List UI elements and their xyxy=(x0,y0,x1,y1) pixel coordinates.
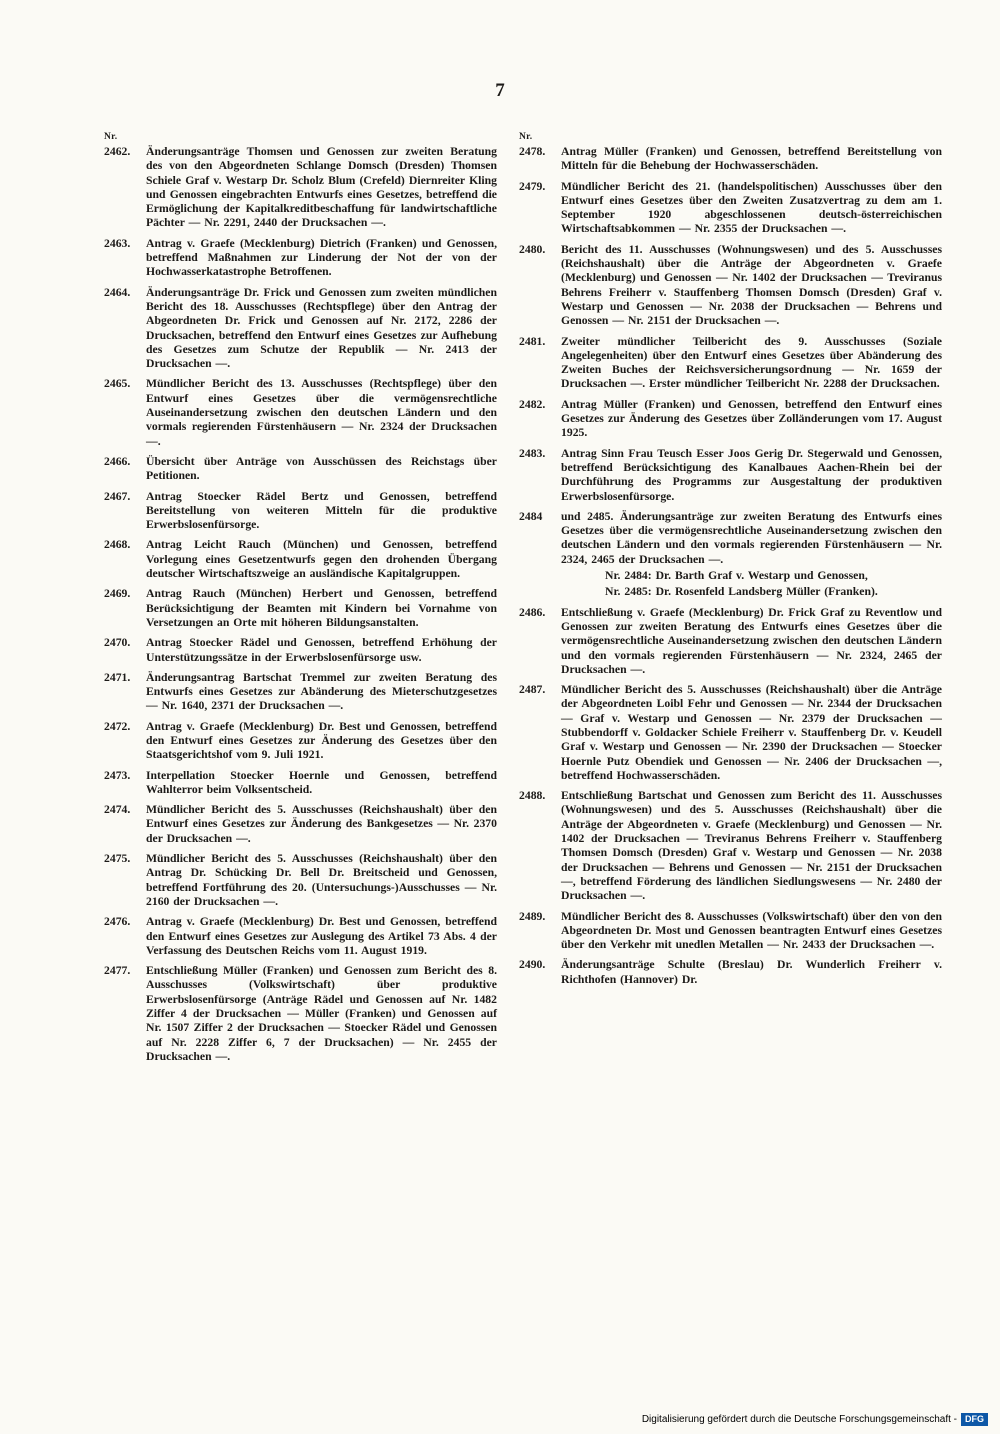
entry-number: 2480. xyxy=(519,242,546,256)
entry-number: 2475. xyxy=(104,852,131,866)
entry-2487 xyxy=(519,683,942,783)
entry-2469 xyxy=(104,587,497,630)
entry-text: Antrag Leicht Rauch (München) und Genossen, betreffend Vorlegung eines Gesetzentwurfs gegen den drohenden Übergang deutscher Wirtschaftszweige an ausländische Kapitalgruppen. xyxy=(146,538,497,581)
footer-text: Digitalisierung gefördert durch die Deutsche Forschungsgemeinschaft - xyxy=(641,1414,957,1425)
entry-text: Entschließung Müller (Franken) und Genossen zum Bericht des 8. Ausschusses (Volkswirtschaft) über produktive Erwerbslosenfürsorge (Anträge Rädel und Genossen auf Nr. 1482 Ziffer 4 der Drucksachen — Müller (Franken) und Genossen auf Nr. 1507 Ziffer 2 der Drucksachen — Stoecker Rädel und Genossen auf Nr. 2228 Ziffer 6, 7 der Drucksachen) — Nr. 2455 der Drucksachen —. xyxy=(146,964,497,1063)
page-number: 7 xyxy=(495,80,505,101)
entry-text: Antrag v. Graefe (Mecklenburg) Dr. Best und Genossen, betreffend den Entwurf eines Gesetzes zur Auslegung des Artikel 73 Abs. 4 der Verfassung des Deutschen Reichs vom 11. August 1919. xyxy=(146,915,497,957)
entry-number: 2482. xyxy=(519,397,546,411)
entry-number: 2471. xyxy=(104,670,131,684)
entry-text: Änderungsanträge Dr. Frick und Genossen zum zweiten mündlichen Bericht des 18. Ausschusses (Rechtspflege) über den Antrag der Abgeordneten Dr. Frick und Genossen auf Nr. 2172, 2286 der Drucksachen, betreffend den Entwurf eines Gesetzes zur Aufhebung des Gesetzes zum Schutze der Republik — Nr. 2413 der Drucksachen —. xyxy=(146,285,497,371)
entry-number: 2465. xyxy=(104,377,131,391)
entry-text: Mündlicher Bericht des 5. Ausschusses (Reichshaushalt) über den Entwurf eines Gesetzes zur Änderung des Bankgesetzes — Nr. 2370 der Drucksachen —. xyxy=(146,803,497,845)
entry-number: 2469. xyxy=(104,587,131,601)
entry-2465 xyxy=(104,377,497,448)
entry-number: 2478. xyxy=(519,145,546,158)
entry-text: Entschließung Bartschat und Genossen zum Bericht des 11. Ausschusses (Wohnungswesen) und des 5. Ausschusses (Reichshaushalt) über die Anträge der Abgeordneten v. Graefe (Mecklenburg) und Genossen — Nr. 1402 der Drucksachen — Treviranus Behrens Freiherr v. Stauffenberg Thomsen Domsch (Dresden) Graf v. Westarp und Genossen — Nr. 2038 der Drucksachen — Behrens und Genossen — Nr. 2151 der Drucksachen —, betreffend Förderung des ländlichen Siedlungswesens — Nr. 2480 der Drucksachen —. xyxy=(561,789,942,903)
entry-2489 xyxy=(519,910,942,953)
right-column xyxy=(519,132,942,1070)
entry-number: 2468. xyxy=(104,538,131,552)
entry-2477 xyxy=(104,964,497,1064)
entry-text: Übersicht über Anträge von Ausschüssen des Reichstags über Petitionen. xyxy=(146,454,497,483)
entry-text: Antrag v. Graefe (Mecklenburg) Dr. Best und Genossen, betreffend den Entwurf eines Gesetzes zur Änderung des Gesetzes über den Staatsgerichtshof vom 9. Juli 1921. xyxy=(146,719,497,762)
left-column xyxy=(104,132,497,1070)
entry-text: Antrag Stoecker Rädel und Genossen, betreffend Erhöhung der Unterstützungssätze in der Erwerbslosenfürsorge usw. xyxy=(146,636,497,664)
entry-2476 xyxy=(104,915,497,958)
entry-2474 xyxy=(104,803,497,846)
entry-number: 2470. xyxy=(104,636,131,650)
entry-number: 2487. xyxy=(519,683,546,697)
entry-text: Antrag Rauch (München) Herbert und Genossen, betreffend Berücksichtigung der Beamten mit Kindern bei Vornahme von Versetzungen an Orte mit höheren Bildungsanstalten. xyxy=(146,587,497,629)
entry-2466 xyxy=(104,455,497,484)
two-column-text-block xyxy=(104,132,942,1070)
entry-sub-item: Nr. 2484: Dr. Barth Graf v. Westarp und Genossen, xyxy=(605,569,868,583)
entry-text: Zweiter mündlicher Teilbericht des 9. Ausschusses (Soziale Angelegenheiten) über den Entwurf eines Gesetzes über Abänderung des Zweiten Buches der Reichsversicherungsordnung — Nr. 1659 der Drucksachen —. Erster mündlicher Teilbericht Nr. 2288 der Drucksachen. xyxy=(561,334,942,391)
entry-2471 xyxy=(104,671,497,714)
entry-text: Mündlicher Bericht des 21. (handelspolitischen) Ausschusses über den Entwurf eines Gesetzes über den Zweiten Zusatzvertrag zu dem am 1. September 1920 abgeschlossenen deutsch-österreichischen Wirtschaftsabkommen — Nr. 2355 der Drucksachen —. xyxy=(561,179,942,236)
entry-text: Änderungsanträge Thomsen und Genossen zur zweiten Beratung des von den Abgeordneten Schlange Domsch (Dresden) Thomsen Schiele Graf v. Westarp Dr. Scholz Blum (Crefeld) Diernreiter Kling und Genossen eingebrachten Entwurfs eines Gesetzes, betreffend die Ermöglichung der Kapitalkreditbeschaffung für landwirtschaftliche Pächter — Nr. 2291, 2440 der Drucksachen —. xyxy=(146,145,497,230)
entry-text: Entschließung v. Graefe (Mecklenburg) Dr. Frick Graf zu Reventlow und Genossen zur zweiten Beratung des Entwurfs eines Gesetzes über die vermögensrechtliche Auseinandersetzung zwischen den deutschen Ländern und den vormals regierenden Fürstenhäusern — Nr. 2324, 2465 der Drucksachen —. xyxy=(561,605,942,676)
entry-number: 2474. xyxy=(104,803,131,817)
entry-number: 2472. xyxy=(104,719,131,733)
entry-sub-item: Nr. 2485: Dr. Rosenfeld Landsberg Müller (Franken). xyxy=(605,585,878,599)
entry-text: Änderungsanträge Schulte (Breslau) Dr. Wunderlich Freiherr v. Richthofen (Hannover) Dr. xyxy=(561,958,942,986)
entry-2482 xyxy=(519,398,942,441)
entry-2479 xyxy=(519,180,942,237)
entry-text: Antrag Sinn Frau Teusch Esser Joos Gerig Dr. Stegerwald und Genossen, betreffend Berücksichtigung des Kanalbaues Aachen-Rhein bei der Durchführung des Programms zur Ausgestaltung der produktiven Erwerbslosenfürsorge. xyxy=(561,446,942,503)
entry-number: 2473. xyxy=(104,768,131,782)
entry-text: Mündlicher Bericht des 5. Ausschusses (Reichshaushalt) über den Antrag Dr. Schücking Dr. Bell Dr. Breitscheid und Genossen, betreffend Fortführung des 20. (Untersuchungs-)Ausschusses — Nr. 2160 der Drucksachen —. xyxy=(146,852,497,908)
entry-2472 xyxy=(104,720,497,763)
entry-number: 2476. xyxy=(104,915,131,929)
entry-2481 xyxy=(519,335,942,392)
entry-text: Antrag Müller (Franken) und Genossen, betreffend den Entwurf eines Gesetzes zur Änderung des Gesetzes über Zolländerungen vom 17. August 1925. xyxy=(561,397,942,440)
entry-2467 xyxy=(104,490,497,533)
entry-2480 xyxy=(519,243,942,329)
entry-2462 xyxy=(104,145,497,231)
entry-number: 2466. xyxy=(104,454,131,468)
column-header: Nr. xyxy=(519,132,533,142)
entry-text: Bericht des 11. Ausschusses (Wohnungswesen) und des 5. Ausschusses (Reichshaushalt) über die Anträge der Abgeordneten v. Graefe (Mecklenburg) und Genossen — Nr. 1402 der Drucksachen — Treviranus Behrens Freiherr v. Stauffenberg Thomsen Domsch (Dresden) Graf v. Westarp und Genossen — Nr. 2038 der Drucksachen — Behrens und Genossen — Nr. 2151 der Drucksachen —. xyxy=(561,242,942,328)
entry-2483 xyxy=(519,447,942,504)
entry-text: Interpellation Stoecker Hoernle und Genossen, betreffend Wahlterror beim Volksentscheid. xyxy=(146,768,497,796)
entry-2473 xyxy=(104,769,497,798)
entry-text: Änderungsantrag Bartschat Tremmel zur zweiten Beratung des Entwurfs eines Gesetzes zur Abänderung des Mieterschutzgesetzes — Nr. 1640, 2371 der Drucksachen —. xyxy=(146,670,497,713)
entry-2475 xyxy=(104,852,497,909)
entry-number: 2484 xyxy=(519,509,543,523)
digitization-footer xyxy=(642,1413,988,1426)
entry-number: 2483. xyxy=(519,446,546,460)
entry-number: 2467. xyxy=(104,489,131,503)
entry-number: 2462. xyxy=(104,145,131,158)
entry-number: 2490. xyxy=(519,958,546,972)
entry-number: 2463. xyxy=(104,236,131,250)
entry-text: und 2485. Änderungsanträge zur zweiten Beratung des Entwurfs eines Gesetzes über die vermögensrechtliche Auseinandersetzung zwischen den deutschen Ländern und den vormals regierenden Fürstenhäusern — Nr. 2324, 2465 der Drucksachen —. Nr. 2484: Dr. Barth Graf v. Westarp und Genossen, Nr. 2485: Dr. Rosenfeld Landsberg Müller (Franken). xyxy=(561,509,942,599)
entry-text: Antrag v. Graefe (Mecklenburg) Dietrich (Franken) und Genossen, betreffend Maßnahmen zur Linderung der Not der von der Hochwasserkatastrophe Betroffenen. xyxy=(146,236,497,279)
entry-2490 xyxy=(519,958,942,987)
entry-2470 xyxy=(104,636,497,665)
entry-2484 xyxy=(519,510,942,600)
entry-text: Mündlicher Bericht des 8. Ausschusses (Volkswirtschaft) über den von den Abgeordneten Dr. Most und Genossen beantragten Entwurf eines Gesetzes über den Verkehr mit unedlen Metallen — Nr. 2433 der Drucksachen —. xyxy=(561,909,942,952)
entry-text: Mündlicher Bericht des 13. Ausschusses (Rechtspflege) über den Entwurf eines Gesetzes über die vermögensrechtliche Auseinandersetzung zwischen den deutschen Ländern und den vormals regierenden Fürstenhäusern — Nr. 2324 der Drucksachen —. xyxy=(146,377,497,448)
entry-text: Antrag Müller (Franken) und Genossen, betreffend Bereitstellung von Mitteln für die Behebung der Hochwasserschäden. xyxy=(561,145,942,173)
entry-number: 2481. xyxy=(519,334,546,348)
entry-2468 xyxy=(104,538,497,581)
entry-number: 2488. xyxy=(519,789,546,803)
entry-number: 2489. xyxy=(519,909,546,923)
entry-2464 xyxy=(104,286,497,372)
entry-number: 2477. xyxy=(104,964,131,978)
entry-2463 xyxy=(104,237,497,280)
entry-number: 2486. xyxy=(519,605,546,619)
dfg-logo: DFG xyxy=(961,1413,988,1426)
entry-text: Mündlicher Bericht des 5. Ausschusses (Reichshaushalt) über die Anträge der Abgeordneten Loibl Fehr und Genossen — Nr. 2344 der Drucksachen — Graf v. Westarp und Genossen — Nr. 2379 der Drucksachen — Stubbendorff v. Goldacker Schiele Freiherr v. Stauffenberg Dr. v. Keudell Graf v. Westarp und Genossen — Nr. 2390 der Drucksachen — Stoecker Hoernle Putz Obendiek und Genossen — Nr. 2406 der Drucksachen —, betreffend Hochwasserschäden. xyxy=(561,683,942,782)
entry-2486 xyxy=(519,606,942,677)
entry-number: 2479. xyxy=(519,179,546,193)
entry-2478 xyxy=(519,145,942,174)
entry-text: Antrag Stoecker Rädel Bertz und Genossen, betreffend Bereitstellung von weiteren Mitteln für die produktive Erwerbslosenfürsorge. xyxy=(146,489,497,532)
entry-number: 2464. xyxy=(104,285,131,299)
entry-2488 xyxy=(519,789,942,903)
column-header: Nr. xyxy=(104,132,118,142)
